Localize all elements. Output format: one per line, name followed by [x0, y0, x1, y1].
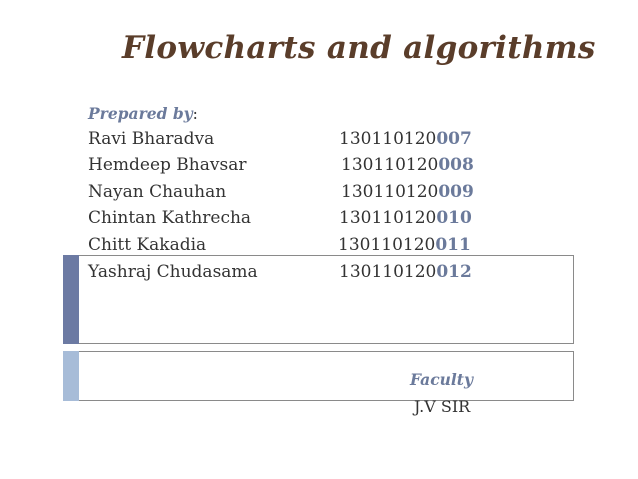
prepared-by-label	[88, 104, 198, 123]
member-id-suffix: 007	[436, 129, 472, 149]
faculty-name: J.V SIR	[414, 397, 471, 416]
prepared-by-text: Prepared by	[88, 104, 193, 123]
member-name: Ravi Bharadva	[88, 129, 215, 149]
member-name: Yashraj Chudasama	[88, 262, 258, 282]
member-id-suffix: 009	[438, 182, 474, 202]
member-id-suffix: 008	[438, 155, 474, 175]
member-id-prefix: 130110120	[341, 155, 439, 175]
member-id-prefix: 130110120	[338, 235, 436, 255]
content-frame-bottom	[63, 351, 574, 401]
accent-bar-light	[63, 351, 79, 401]
member-id	[341, 155, 474, 175]
slide-title: Flowcharts and algorithms	[122, 30, 596, 66]
member-id	[339, 262, 472, 282]
member-id	[339, 129, 472, 149]
member-id-prefix: 130110120	[339, 129, 437, 149]
member-id	[338, 235, 471, 255]
member-name: Nayan Chauhan	[88, 182, 227, 202]
member-id-prefix: 130110120	[341, 182, 439, 202]
member-name: Hemdeep Bhavsar	[88, 155, 247, 175]
prepared-by-colon: :	[192, 105, 198, 123]
member-id-suffix: 010	[436, 208, 472, 228]
faculty-label: Faculty	[410, 370, 473, 389]
accent-bar-dark	[63, 255, 79, 344]
member-id	[339, 208, 472, 228]
member-id-suffix: 011	[435, 235, 471, 255]
member-name: Chitt Kakadia	[88, 235, 207, 255]
member-id	[341, 182, 474, 202]
member-id-suffix: 012	[436, 262, 472, 282]
member-name: Chintan Kathrecha	[88, 208, 252, 228]
member-id-prefix: 130110120	[339, 208, 437, 228]
member-id-prefix: 130110120	[339, 262, 437, 282]
